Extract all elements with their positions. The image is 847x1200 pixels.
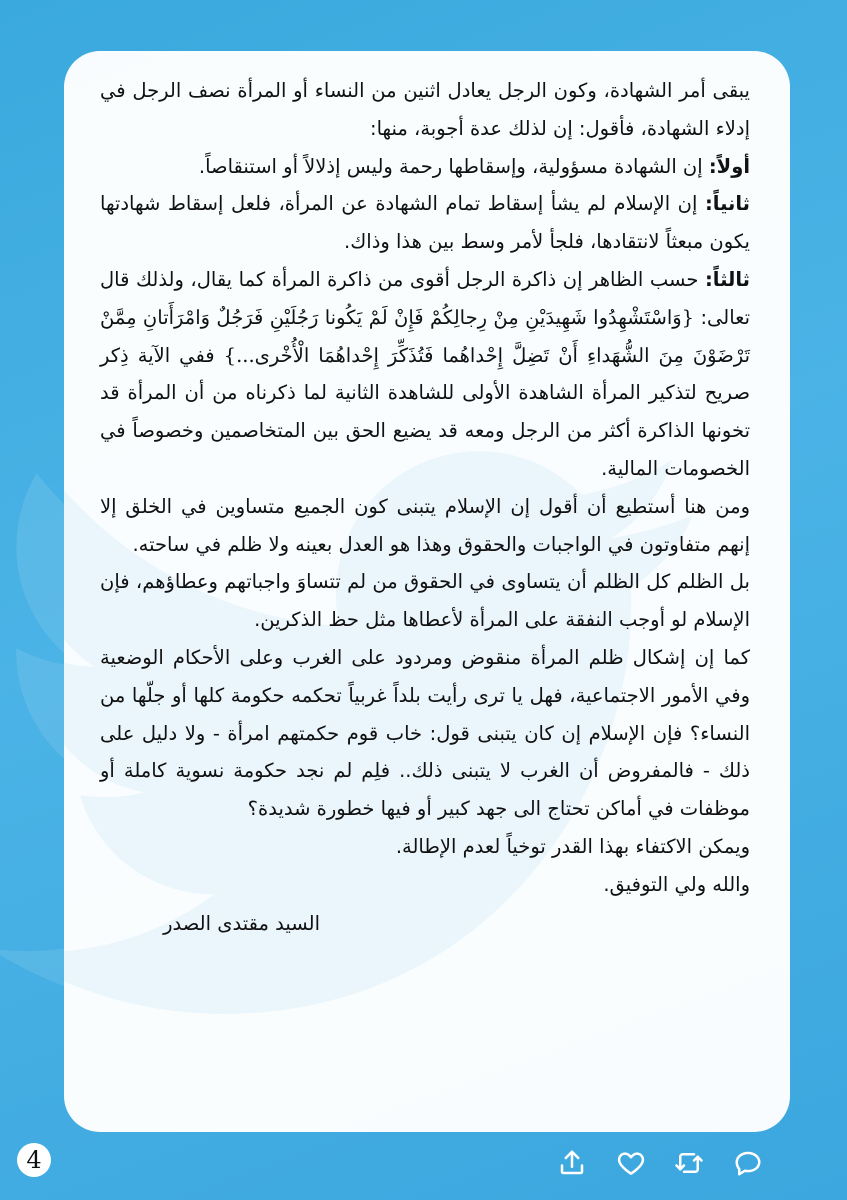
paragraph-injustice bbox=[100, 563, 750, 639]
point-lead: أولاً: bbox=[708, 154, 750, 178]
paragraph-text: كما إن إشكال ظلم المرأة منقوض ومردود على الغرب وعلى الأحكام الوضعية وفي الأمور الاجتماعية، فهل يا ترى رأيت بلداً غربياً تحكمه حكومة كلها أو جلّها من النساء؟ فإن الإسلام إن كان يتبنى قول: خاب قوم حكمتهم امرأة - ولا دليل على ذلك - فالمفروض أن الغرب لا يتبنى ذلك.. فلِم لم نجد حكومة نسوية كاملة أو موظفات في أماكن تحتاج الى جهد كبير أو فيها خطورة شديدة؟ bbox=[100, 645, 750, 821]
paragraph-text: والله ولي التوفيق. bbox=[603, 872, 750, 896]
paragraph-west bbox=[100, 639, 750, 828]
paragraph-text-after-verse: ففي الآية ذِكر صريح لتذكير المرأة الشاهدة الأولى للشاهدة الثانية لما ذكرناه من أن المرأة قد تخونها الذاكرة أكثر من الرجل ومعه قد يضيع الحق بين المتخاصمين وخصوصاً في الخصومات المالية. bbox=[100, 343, 750, 480]
reply-icon[interactable] bbox=[731, 1146, 765, 1180]
paragraph-second-point bbox=[100, 185, 750, 261]
document-card bbox=[64, 51, 790, 1132]
retweet-icon[interactable] bbox=[672, 1146, 706, 1180]
paragraph-first-point bbox=[100, 148, 750, 186]
paragraph-third-point bbox=[100, 261, 750, 488]
paragraph-closing bbox=[100, 828, 750, 866]
paragraph-text: إن الإسلام لم يشأ إسقاط تمام الشهادة عن المرأة، فلعل إسقاط شهادتها يكون مبعثاً لانتقادها، فلجأ لأمر وسط بين هذا وذاك. bbox=[100, 192, 750, 254]
paragraph-equality bbox=[100, 488, 750, 564]
paragraph-intro bbox=[100, 72, 750, 148]
share-icon[interactable] bbox=[555, 1146, 589, 1180]
author-signature: السيد مقتدى الصدر bbox=[163, 911, 320, 935]
paragraph-blessing bbox=[100, 866, 750, 904]
document-body bbox=[100, 72, 750, 904]
paragraph-text: يبقى أمر الشهادة، وكون الرجل يعادل اثنين من النساء أو المرأة نصف الرجل في إدلاء الشهادة، فأقول: إن لذلك عدة أجوبة، منها: bbox=[100, 79, 750, 140]
paragraph-text: حسب الظاهر إن ذاكرة الرجل أقوى من ذاكرة المرأة كما يقال، ولذلك قال تعالى: bbox=[100, 267, 750, 329]
quran-verse: {وَاسْتَشْهِدُوا شَهِيدَيْنِ مِنْ رِجالِكُمْ فَإِنْ لَمْ يَكُونا رَجُلَيْنِ فَرَجُلٌ وَامْرَأَتانِ مِمَّنْ تَرْضَوْنَ مِنَ الشُّهَداءِ أَنْ تَضِلَّ إِحْداهُما فَتُذَكِّرَ إِحْداهُمَا الْأُخْرى...} bbox=[100, 305, 750, 367]
point-lead: ثالثاً: bbox=[704, 267, 750, 291]
paragraph-text: ومن هنا أستطيع أن أقول إن الإسلام يتبنى كون الجميع متساوين في الخلق إلا إنهم متفاوتون في الواجبات والحقوق وهذا هو العدل بعينه ولا ظلم في ساحته. bbox=[100, 494, 750, 556]
paragraph-text: ويمكن الاكتفاء بهذا القدر توخياً لعدم الإطالة. bbox=[395, 834, 750, 858]
point-lead: ثانياً: bbox=[704, 192, 750, 216]
page-number: 4 bbox=[17, 1143, 51, 1177]
heart-icon[interactable] bbox=[614, 1146, 648, 1180]
paragraph-text: بل الظلم كل الظلم أن يتساوى في الحقوق من لم تتساوَ واجباتهم وعطاؤهم، فإن الإسلام لو أوجب النفقة على المرأة لأعطاها مثل حظ الذكرين. bbox=[100, 570, 750, 632]
social-actions-bar bbox=[555, 1143, 765, 1183]
paragraph-text: إن الشهادة مسؤولية، وإسقاطها رحمة وليس إذلالاً أو استنقاصاً. bbox=[198, 154, 709, 178]
